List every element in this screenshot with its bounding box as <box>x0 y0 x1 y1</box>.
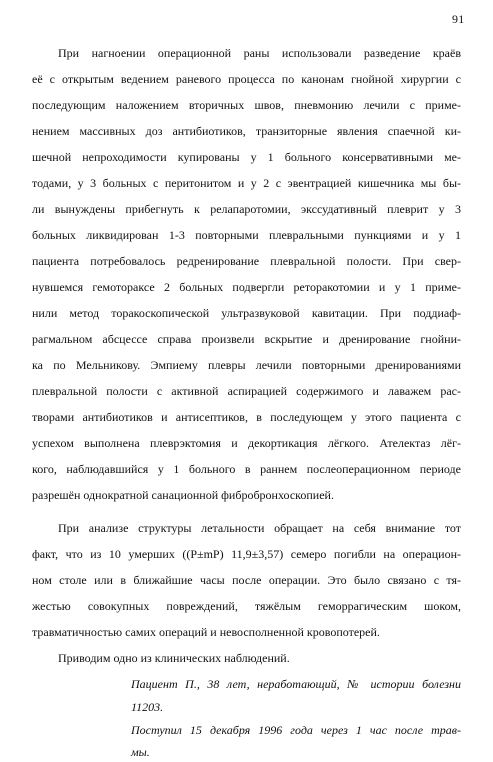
paragraph-1-line: При нагноении операционной раны использовали разведение краёв <box>58 46 461 60</box>
paragraph-1-line: нили метод торакоскопической ультразвуковой кавитации. При поддиаф- <box>32 306 461 320</box>
paragraph-1-line: тодами, у 3 больных с перитонитом и у 2 с эвентрацией кишечника мы бы- <box>32 176 461 190</box>
paragraph-1-line: творами антибиотиков и антисептиков, в последующем у этого пациента с <box>32 410 461 424</box>
paragraph-2-line: При анализе структуры летальности обращает на себя внимание тот <box>58 521 461 535</box>
case-line: Пациент П., 38 лет, неработающий, № истории болезни <box>131 677 461 691</box>
paragraph-1-line: плевральной полости с активной аспирацией содержимого и лаважем рас- <box>32 384 461 398</box>
case-line: Поступил 15 декабря 1996 года через 1 час после трав- <box>131 723 461 737</box>
paragraph-2-line: факт, что из 10 умерших ((P±mP) 11,9±3,57) семеро погибли на операцион- <box>32 547 461 561</box>
paragraph-1-line: пациента потребовалось редренирование плевральной полости. При свер- <box>32 254 461 268</box>
paragraph-2-line: ном столе или в ближайшие часы после операции. Это было связано с тя- <box>32 573 461 587</box>
page-number: 91 <box>452 12 465 26</box>
paragraph-1-line: ка по Мельникову. Эмпиему плевры лечили повторными дренированиями <box>32 358 461 372</box>
paragraph-1-line: ли вынуждены прибегнуть к релапаротомии, экссудативный плеврит у 3 <box>32 202 461 216</box>
paragraph-2-line: жестью совокупных повреждений, тяжёлым геморрагическим шоком, <box>32 599 461 613</box>
paragraph-1-line: последующим наложением вторичных швов, пневмонию лечили с приме- <box>32 98 461 112</box>
case-line: мы. <box>131 745 150 759</box>
paragraph-3-line: Приводим одно из клинических наблюдений. <box>58 651 290 665</box>
paragraph-1-line: её с открытым ведением раневого процесса по канонам гнойной хирургии с <box>32 72 461 86</box>
paragraph-1-line: рагмальном абсцессе справа произвели вскрытие и дренирование гнойни- <box>32 332 461 346</box>
paragraph-2-line: травматичностью самих операций и невосполненной кровопотерей. <box>32 625 380 639</box>
paragraph-1-line: нением массивных доз антибиотиков, транзиторные явления спаечной ки- <box>32 124 461 138</box>
paragraph-1-line: успехом выполнена плеврэктомия и декортикация лёгкого. Ателектаз лёг- <box>32 436 461 450</box>
paragraph-1-line: кого, наблюдавшийся у 1 больного в раннем послеоперационном периоде <box>32 462 461 476</box>
paragraph-1-line: шечной непроходимости купированы у 1 больного консервативными ме- <box>32 150 461 164</box>
case-line: 11203. <box>131 700 164 714</box>
paragraph-1-line: нувшемся гемотораксе 2 больных подвергли реторакотомии и у 1 приме- <box>32 280 461 294</box>
paragraph-1-line: разрешён однократной санационной фибробронхоскопией. <box>32 488 334 502</box>
paragraph-1-line: больных ликвидирован 1-3 повторными плевральными пункциями и у 1 <box>32 228 461 242</box>
